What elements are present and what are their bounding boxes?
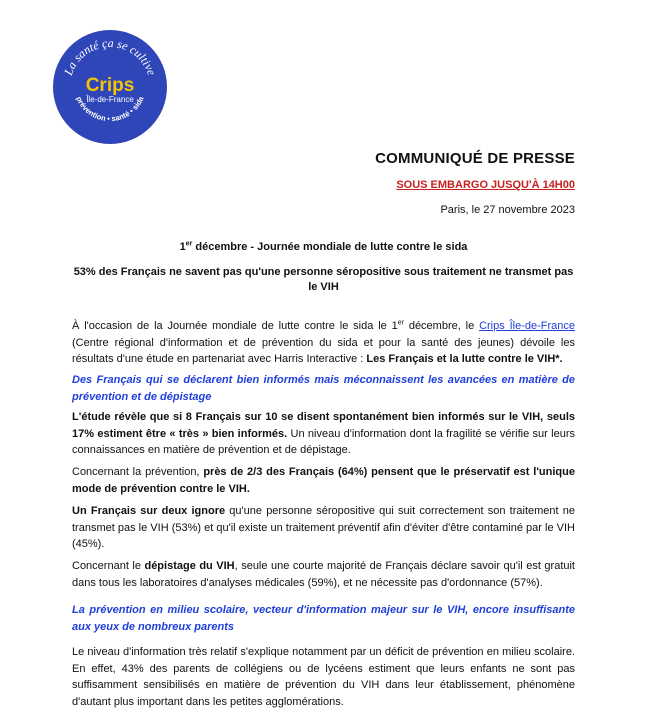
headline-subtitle: 53% des Français ne savent pas qu'une personne séropositive sous traitement ne transmet pas le VIH	[73, 266, 574, 293]
logo-arc-bottom: prévention • santé • sida	[74, 94, 146, 124]
crips-link[interactable]: Crips Île-de-France	[479, 320, 575, 332]
embargo-notice: SOUS EMBARGO JUSQU'À 14H00	[396, 179, 575, 191]
logo-arc-top: La santé ça se cultive	[61, 35, 159, 78]
logo-brand: Crips	[85, 75, 135, 96]
press-date: Paris, le 27 novembre 2023	[440, 204, 575, 216]
logo-region: Île-de-France	[86, 95, 134, 104]
section2-heading: La prévention en milieu scolaire, vecteur d'information majeur sur le VIH, encore insuffisante aux yeux de nombreux parents	[72, 604, 575, 633]
intro-paragraph: À l'occasion de la Journée mondiale de lutte contre le sida le 1er décembre, le Crips Île-de-France (Centre régional d'information et de prévention du sida et pour la santé des jeunes) dévoile les résultats d'une étude en partenariat avec Harris Interactive : Les Français et la lutte contre le VIH*.	[72, 319, 575, 365]
section1-paragraph-1: L'étude révèle que si 8 Français sur 10 se disent spontanément bien informés sur le VIH, seuls 17% estiment être « très » bien informés. Un niveau d'information dont la fragilité se vérifie sur leurs connaissances en matière de prévention et de dépistage.	[72, 411, 575, 456]
section1-paragraph-3: Un Français sur deux ignore qu'une personne séropositive qui suit correctement son traitement ne transmet pas le VIH (53%) et qu'il existe un traitement préventif afin d'éviter d'être contaminé par le VIH (45%).	[72, 505, 575, 550]
section1-paragraph-4: Concernant le dépistage du VIH, seule une courte majorité de Français déclare savoir qu'il est gratuit dans tous les laboratoires d'analyses médicales (59%), et ne nécessite pas d'ordonnance (57%).	[72, 560, 575, 589]
page-title: COMMUNIQUÉ DE PRESSE	[375, 150, 575, 167]
section1-paragraph-2: Concernant la prévention, près de 2/3 des Français (64%) pensent que le préservatif est l'unique mode de prévention contre le VIH.	[72, 466, 575, 495]
crips-logo	[52, 29, 168, 145]
section1-heading: Des Français qui se déclarent bien informés mais méconnaissent les avancées en matière de prévention et de dépistage	[72, 374, 575, 403]
event-line: 1er décembre - Journée mondiale de lutte contre le sida	[179, 240, 468, 253]
section2-paragraph-1: Le niveau d'information très relatif s'explique notamment par un déficit de prévention en milieu scolaire. En effet, 43% des parents de collégiens ou de lycéens estiment que leurs enfants ne sont pas suffisamment sensibilisés en matière de prévention du VIH dans leur établissement, phénomène d'autant plus important dans les petites agglomérations.	[72, 646, 575, 708]
